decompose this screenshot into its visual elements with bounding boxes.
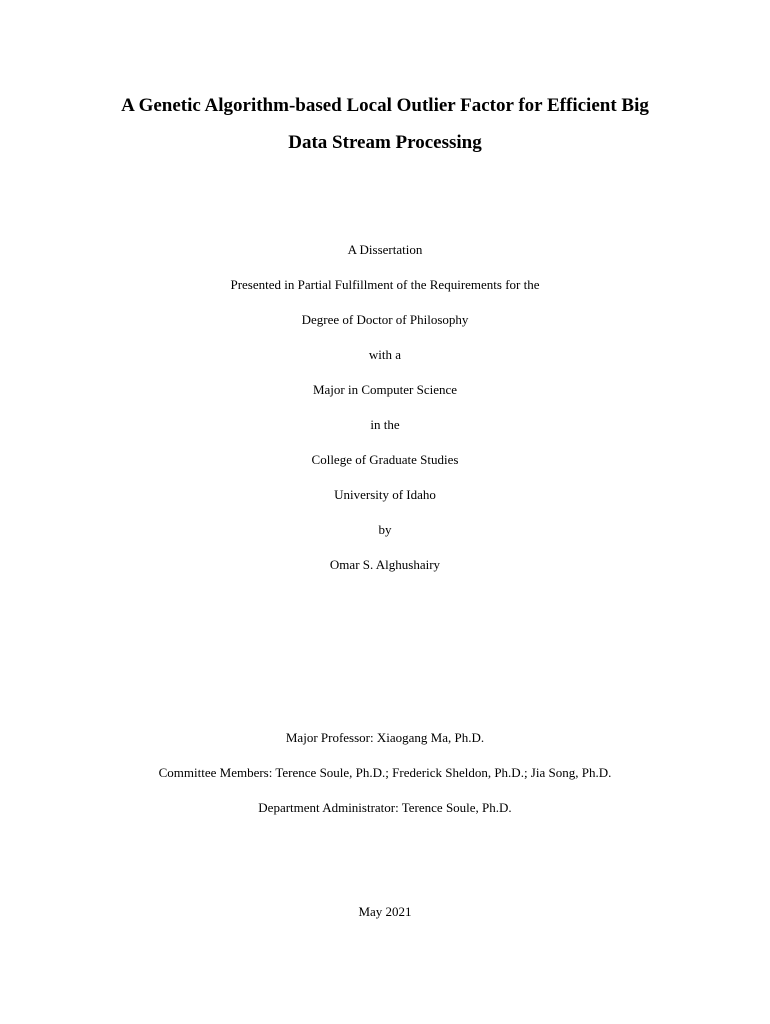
major-name: Major in Computer Science (312, 382, 458, 397)
major-professor: Major Professor: Xiaogang Ma, Ph.D. (285, 730, 485, 745)
submission-date: May 2021 (358, 904, 412, 919)
title-line-2: Data Stream Processing (288, 132, 482, 153)
university-name: University of Idaho (334, 487, 436, 502)
author-name: Omar S. Alghushairy (329, 557, 441, 572)
document-type: A Dissertation (347, 242, 423, 257)
title-line-1: A Genetic Algorithm-based Local Outlier Factor for Efficient Big (121, 95, 649, 116)
degree-name: Degree of Doctor of Philosophy (301, 312, 469, 327)
by-text: by (378, 522, 392, 537)
in-the-text: in the (370, 417, 400, 432)
college-name: College of Graduate Studies (311, 452, 459, 467)
department-administrator: Department Administrator: Terence Soule, Ph.D. (258, 800, 512, 815)
with-a-text: with a (368, 347, 402, 362)
committee-members: Committee Members: Terence Soule, Ph.D.; Frederick Sheldon, Ph.D.; Jia Song, Ph.D. (158, 765, 612, 780)
fulfillment-statement: Presented in Partial Fulfillment of the Requirements for the (230, 277, 540, 292)
